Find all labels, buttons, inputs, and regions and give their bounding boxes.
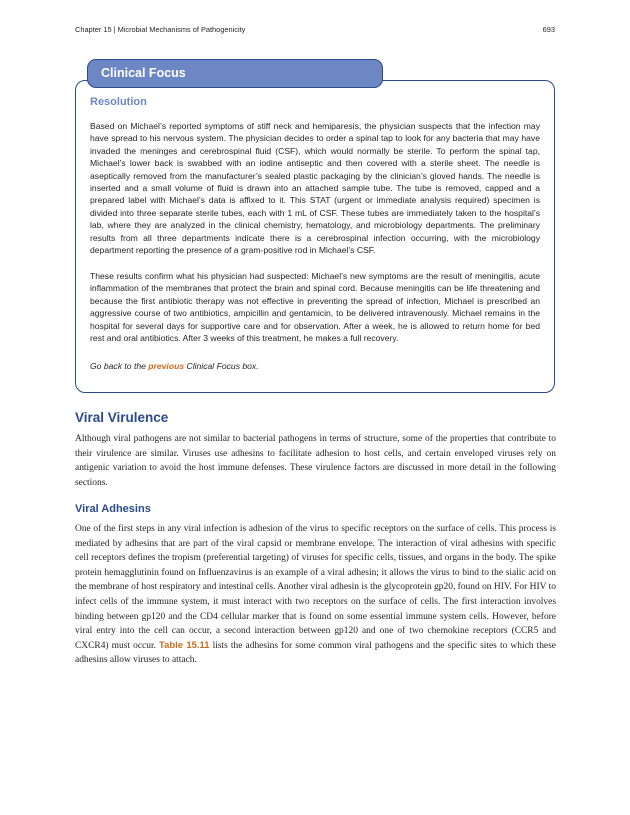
subsection-text-before-link: One of the first steps in any viral infection is adhesion of the virus to specific receptors on the surface of cells. This process is mediated by adhesins that are part of the viral capsid or membrane envelope. The interaction of viral adhesins with specific cell receptors defines the tropism (preferential targeting) of viruses for specific cells, tissues, and organs in the body. The spike protein hemagglutinin found on Influenzavirus is an example of a viral adhesin; it allows the virus to bind to the sialic acid on the membrane of host respiratory and intestinal cells. Another viral adhesin is the glycoprotein gp20, found on HIV. For HIV to infect cells of the immune system, it must interact with two receptors on the surface of cells. The first interaction involves binding between gp120 and the CD4 cellular marker that is found on some essential immune system cells. However, before viral entry into the cell can occur, a second interaction between gp120 and one of two chemokine receptors (CCR5 and CXCR4) must occur.: [75, 524, 556, 651]
subsection-title: Viral Adhesins: [75, 503, 151, 515]
section-title: Viral Virulence: [75, 410, 169, 425]
chapter-title: Chapter 15 | Microbial Mechanisms of Pathogenicity: [75, 25, 246, 34]
go-back-prefix: Go back to the: [90, 361, 149, 371]
resolution-heading: Resolution: [90, 96, 147, 108]
page-header: [75, 25, 555, 34]
subsection-paragraph: [75, 522, 556, 668]
clinical-focus-paragraph-2: These results confirm what his physician had suspected: Michael’s new symptoms are the result of meningitis, acute inflammation of the membranes that protect the brain and spinal cord. Because meningitis can be life threatening and because the first antibiotic therapy was not effective in preventing the spread of infection, Michael is prescribed an aggressive course of two antibiotics, ampicillin and gentamicin, to be delivered intravenously. Michael remains in the hospital for several days for supportive care and for observation. After a week, he is allowed to return home for bed rest and oral antibiotics. After 3 weeks of this treatment, he makes a full recovery.: [90, 271, 540, 344]
section-paragraph: Although viral pathogens are not similar to bacterial pathogens in terms of structure, some of the properties that contribute to their virulence are similar. Viruses use adhesins to facilitate adhesion to host cells, and certain enveloped viruses rely on antigenic variation to avoid the host immune defenses. These virulence factors are discussed in more detail in the following sections.: [75, 434, 556, 488]
clinical-focus-tab: Clinical Focus: [87, 59, 383, 88]
subsection-text-after-link: lists the adhesins for some common viral pathogens and the specific sites to which these adhesins allow viruses to attach.: [75, 640, 556, 666]
clinical-focus-paragraph-1: Based on Michael’s reported symptoms of stiff neck and hemiparesis, the physician suspects that the infection may have spread to his nervous system. The physician decides to order a spinal tap to look for any bacteria that may have invaded the meninges and cerebrospinal fluid (CSF), which would normally be sterile. To perform the spinal tap, Michael’s lower back is swabbed with an iodine antiseptic and then covered with a sterile sheet. The needle is aseptically removed from the manufacturer’s sealed plastic packaging by the clinician’s gloved hands. The needle is inserted and a small volume of fluid is drawn into an attached sample tube. The tube is removed, capped and a prepared label with Michael’s data is affixed to it. This STAT (urgent or immediate analysis required) specimen is divided into three separate sterile tubes, each with 1 mL of CSF. These tubes are immediately taken to the hospital’s lab, where they are analyzed in the clinical chemistry, hematology, and microbiology departments. The preliminary results from all three departments indicate there is a cerebrospinal infection occurring, with the microbiology department reporting the presence of a gram-positive rod in Michael’s CSF.: [90, 121, 540, 256]
go-back-suffix: Clinical Focus box.: [184, 361, 259, 371]
go-back-line: [90, 361, 259, 371]
previous-link[interactable]: previous: [148, 361, 185, 371]
table-link[interactable]: Table 15.11: [159, 639, 210, 651]
page-number: 693: [542, 25, 555, 34]
